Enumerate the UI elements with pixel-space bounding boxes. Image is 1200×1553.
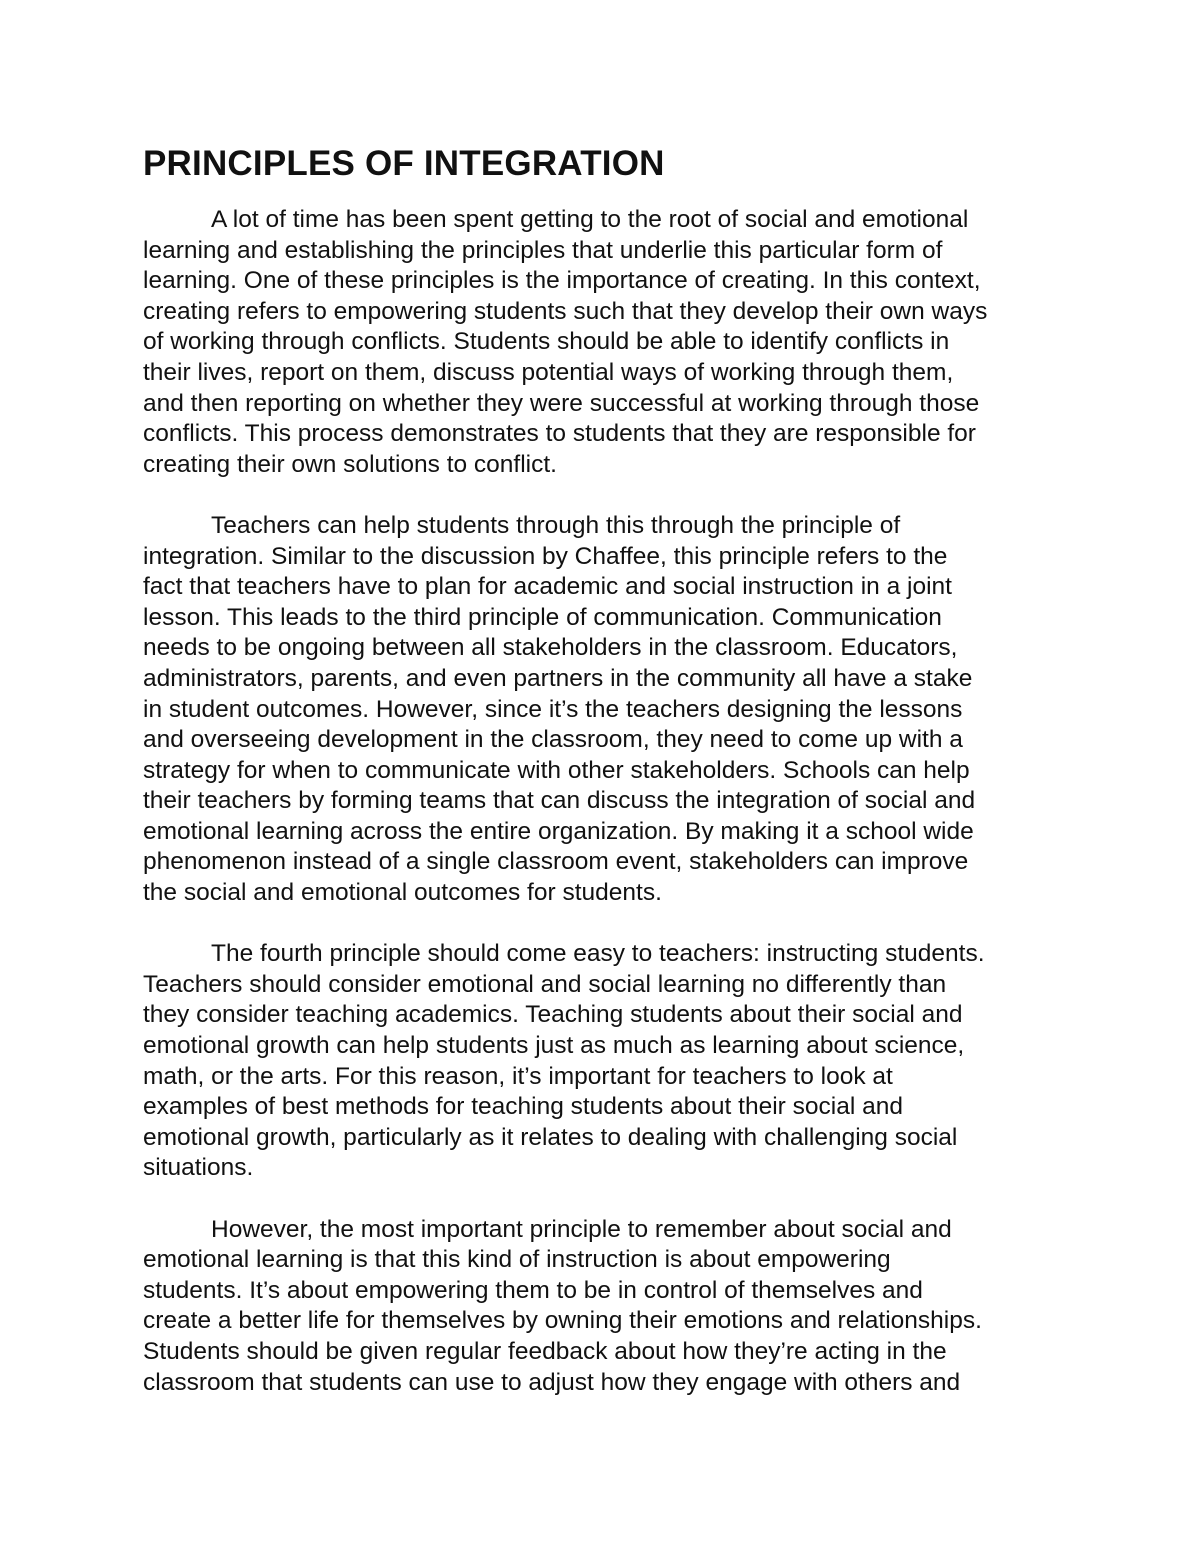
paragraph-line: creating their own solutions to conflict. xyxy=(143,450,557,478)
paragraph-integration xyxy=(143,511,1063,909)
paragraph-line: integration. Similar to the discussion by Chaffee, this principle refers to the xyxy=(143,542,948,570)
paragraph-line: Teachers should consider emotional and social learning no differently than xyxy=(143,970,947,998)
paragraph-line: emotional learning is that this kind of instruction is about empowering xyxy=(143,1246,891,1274)
paragraph-line: conflicts. This process demonstrates to students that they are responsible for xyxy=(143,420,976,448)
paragraph-line: administrators, parents, and even partners in the community all have a stake xyxy=(143,664,973,692)
paragraph-creating xyxy=(143,205,1063,480)
paragraph-line: emotional learning across the entire organization. By making it a school wide xyxy=(143,817,974,845)
paragraph-line: classroom that students can use to adjust how they engage with others and xyxy=(143,1368,961,1396)
paragraph-line: students. It’s about empowering them to be in control of themselves and xyxy=(143,1276,923,1304)
paragraph-line: fact that teachers have to plan for academic and social instruction in a joint xyxy=(143,573,952,601)
paragraph-line: The fourth principle should come easy to teachers: instructing students. xyxy=(211,940,985,968)
paragraph-line: creating refers to empowering students such that they develop their own ways xyxy=(143,297,988,325)
paragraph-line: emotional growth, particularly as it relates to dealing with challenging social xyxy=(143,1123,958,1151)
paragraph-line: A lot of time has been spent getting to the root of social and emotional xyxy=(211,206,969,233)
paragraph-line: and then reporting on whether they were successful at working through those xyxy=(143,389,980,417)
paragraph-line: they consider teaching academics. Teaching students about their social and xyxy=(143,1001,963,1029)
paragraph-line: their teachers by forming teams that can discuss the integration of social and xyxy=(143,787,976,815)
paragraph-line: Students should be given regular feedback about how they’re acting in the xyxy=(143,1337,947,1365)
paragraph-line: in student outcomes. However, since it’s the teachers designing the lessons xyxy=(143,695,963,723)
paragraph-line: math, or the arts. For this reason, it’s important for teachers to look at xyxy=(143,1062,893,1090)
paragraph-line: Teachers can help students through this through the principle of xyxy=(211,511,901,539)
paragraph-line: learning. One of these principles is the importance of creating. In this context, xyxy=(143,267,981,295)
paragraph-line: needs to be ongoing between all stakeholders in the classroom. Educators, xyxy=(143,634,958,662)
document-body xyxy=(143,140,1063,1429)
paragraph-line: learning and establishing the principles that underlie this particular form of xyxy=(143,236,943,264)
paragraph-line: examples of best methods for teaching students about their social and xyxy=(143,1093,903,1121)
paragraph-line: situations. xyxy=(143,1154,254,1182)
page-title: PRINCIPLES OF INTEGRATION xyxy=(143,144,665,183)
paragraph-instructing xyxy=(143,939,1063,1184)
paragraph-line: strategy for when to communicate with other stakeholders. Schools can help xyxy=(143,756,970,784)
paragraph-line: the social and emotional outcomes for students. xyxy=(143,879,662,907)
paragraph-line: and overseeing development in the classroom, they need to come up with a xyxy=(143,726,963,754)
paragraph-line: their lives, report on them, discuss potential ways of working through them, xyxy=(143,358,954,386)
paragraph-line: create a better life for themselves by owning their emotions and relationships. xyxy=(143,1307,982,1335)
paragraph-line: of working through conflicts. Students should be able to identify conflicts in xyxy=(143,328,950,356)
paragraph-line: phenomenon instead of a single classroom event, stakeholders can improve xyxy=(143,848,969,876)
paragraph-line: However, the most important principle to remember about social and xyxy=(211,1215,952,1243)
paragraph-line: emotional growth can help students just as much as learning about science, xyxy=(143,1032,965,1060)
paragraph-empowering xyxy=(143,1215,1063,1399)
paragraph-line: lesson. This leads to the third principle of communication. Communication xyxy=(143,603,942,631)
